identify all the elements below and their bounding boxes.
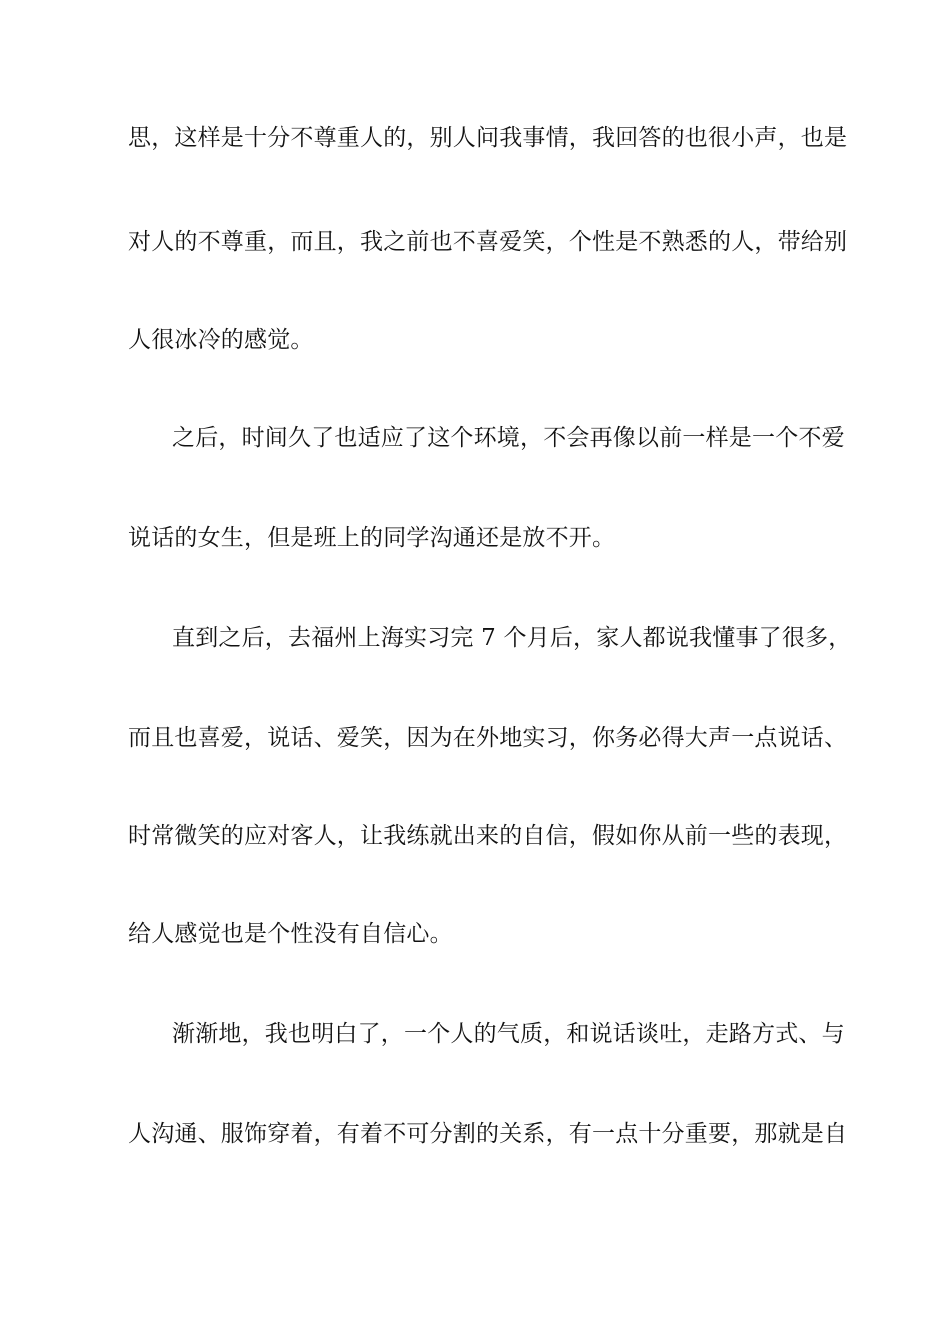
text-line: 给人感觉也是个性没有自信心。 <box>128 921 453 947</box>
text-line: 说话的女生，但是班上的同学沟通还是放不开。 <box>128 525 616 551</box>
text-line: 人沟通、服饰穿着，有着不可分割的关系，有一点十分重要，那就是自 <box>128 1121 848 1147</box>
paragraph-first-line: 渐渐地，我也明白了，一个人的气质，和说话谈吐，走路方式、与 <box>172 1021 845 1047</box>
paragraph-first-line: 直到之后，去福州上海实习完 7 个月后，家人都说我懂事了很多， <box>172 625 852 651</box>
text-line: 人很冰冷的感觉。 <box>128 327 314 353</box>
paragraph-first-line: 之后，时间久了也适应了这个环境，不会再像以前一样是一个不爱 <box>172 425 845 451</box>
text-line: 时常微笑的应对客人，让我练就出来的自信，假如你从前一些的表现， <box>128 823 848 849</box>
text-line: 思，这样是十分不尊重人的，别人问我事情，我回答的也很小声，也是 <box>128 125 848 151</box>
text-line: 对人的不尊重，而且，我之前也不喜爱笑，个性是不熟悉的人，带给别 <box>128 229 848 255</box>
text-line: 而且也喜爱，说话、爱笑，因为在外地实习，你务必得大声一点说话、 <box>128 725 848 751</box>
